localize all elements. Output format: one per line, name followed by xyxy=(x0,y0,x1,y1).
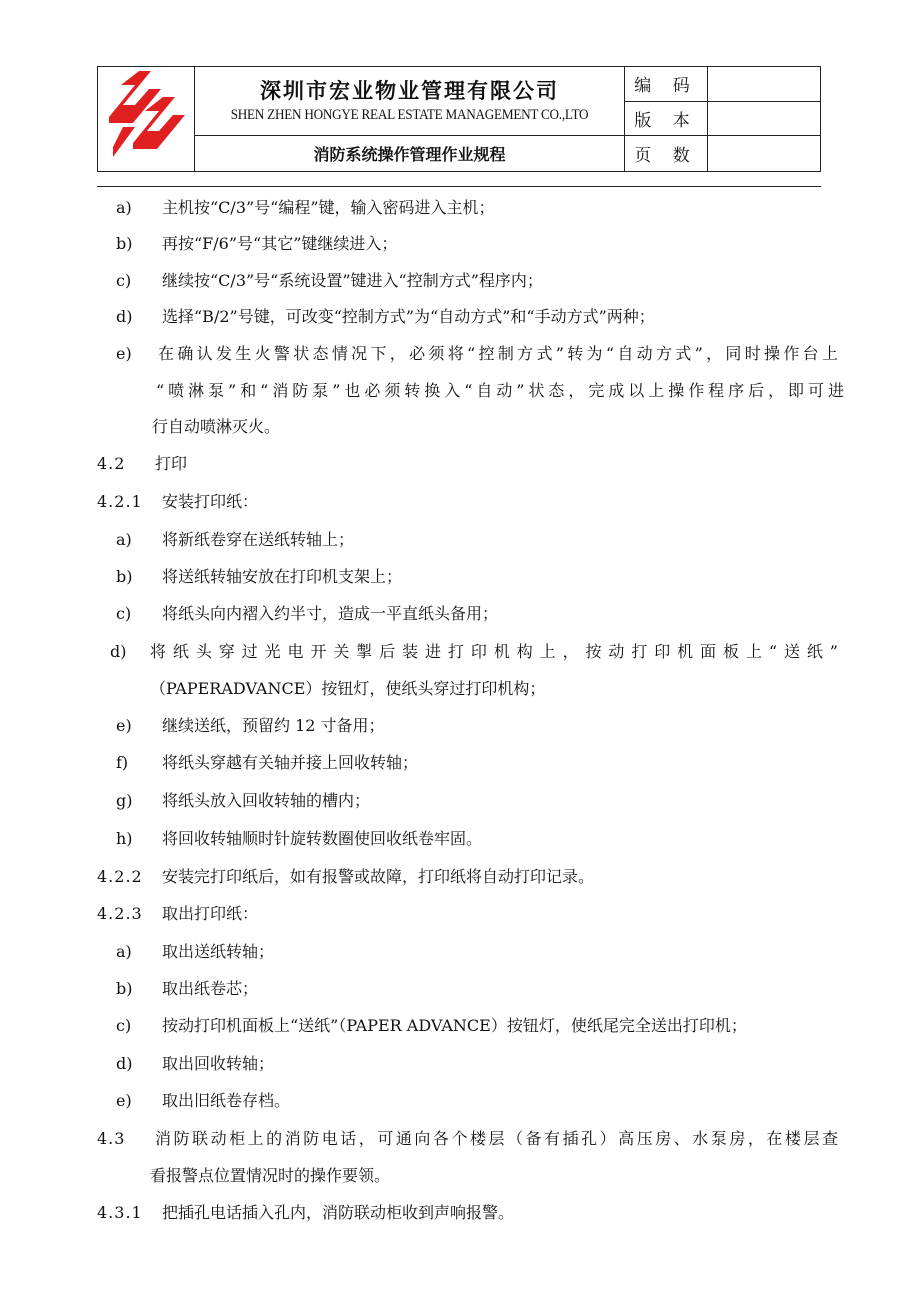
pages-label: 页 数 xyxy=(625,136,708,172)
item-text: 将纸头向内褶入约半寸，造成一平直纸头备用； xyxy=(162,604,499,623)
item-marker: f) xyxy=(116,753,129,772)
item-text-continuation: 看报警点位置情况时的操作要领。 xyxy=(150,1166,391,1185)
item-text: 再按“F/6”号“其它”键继续进入； xyxy=(162,234,398,253)
code-label: 编 码 xyxy=(625,67,708,102)
item-text: 在确认发生火警状态情况下，必须将“控制方式”转为“自动方式”，同时操作台上 xyxy=(158,344,838,363)
item-text: 将纸头穿过光电开关掣后装进打印机构上，按动打印机面板上“送纸” xyxy=(150,642,838,661)
item-marker: b) xyxy=(116,567,133,586)
section-number: 4.3 xyxy=(97,1129,126,1148)
item-text: 主机按“C/3”号“编程”键，输入密码进入主机； xyxy=(162,198,495,217)
item-text: 取出回收转轴； xyxy=(162,1054,275,1073)
item-text: 安装打印纸： xyxy=(162,492,259,511)
version-label: 版 本 xyxy=(625,101,708,136)
item-text-continuation: （PAPERADVANCE）按钮灯，使纸头穿过打印机构； xyxy=(150,679,546,698)
item-text: 打印 xyxy=(155,454,188,473)
item-marker: d) xyxy=(116,307,133,326)
item-text-continuation: “喷淋泵”和“消防泵”也必须转换入“自动”状态，完成以上操作程序后，即可进 xyxy=(156,381,844,400)
company-name-cn: 深圳市宏业物业管理有限公司 xyxy=(260,79,559,103)
item-text: 将纸头穿越有关轴并接上回收转轴； xyxy=(162,753,419,772)
item-marker: e) xyxy=(116,344,132,363)
header-divider xyxy=(97,186,821,187)
item-text: 安装完打印纸后，如有报警或故障，打印纸将自动打印记录。 xyxy=(162,867,595,886)
item-marker: a) xyxy=(116,530,132,549)
item-marker: a) xyxy=(116,198,132,217)
company-logo xyxy=(98,67,195,172)
document-header xyxy=(97,66,821,172)
item-marker: a) xyxy=(116,942,132,961)
item-marker: c) xyxy=(116,271,132,290)
item-marker: b) xyxy=(116,979,133,998)
logo-icon xyxy=(105,67,187,167)
item-marker: d) xyxy=(116,1054,133,1073)
section-number: 4.2.2 xyxy=(97,867,143,886)
item-text: 取出纸卷芯； xyxy=(162,979,259,998)
section-number: 4.2 xyxy=(97,454,126,473)
section-number: 4.2.1 xyxy=(97,492,143,511)
item-marker: e) xyxy=(116,716,132,735)
pages-value xyxy=(708,136,821,172)
item-marker: b) xyxy=(116,234,133,253)
item-text: 将新纸卷穿在送纸转轴上； xyxy=(162,530,355,549)
item-text-continuation: 行自动喷淋灭火。 xyxy=(152,417,281,436)
document-title: 消防系统操作管理作业规程 xyxy=(195,136,625,172)
section-number: 4.2.3 xyxy=(97,904,143,923)
item-marker: c) xyxy=(116,1016,132,1035)
company-name-block xyxy=(195,67,625,136)
item-text: 将纸头放入回收转轴的槽内； xyxy=(162,791,371,810)
item-marker: h) xyxy=(116,829,133,848)
section-number: 4.3.1 xyxy=(97,1203,143,1222)
item-text: 继续送纸，预留约 12 寸备用； xyxy=(162,716,385,735)
version-value xyxy=(708,101,821,136)
item-marker: d) xyxy=(110,642,127,661)
item-text: 按动打印机面板上“送纸”（PAPER ADVANCE）按钮灯，使纸尾完全送出打印机； xyxy=(162,1016,747,1035)
company-name-en: SHEN ZHEN HONGYE REAL ESTATE MANAGEMENT CO.,LTO xyxy=(230,107,589,123)
item-marker: e) xyxy=(116,1091,132,1110)
item-text: 消防联动柜上的消防电话，可通向各个楼层（备有插孔）高压房、水泵房，在楼层查 xyxy=(155,1129,838,1148)
item-marker: g) xyxy=(116,791,133,810)
item-text: 取出旧纸卷存档。 xyxy=(162,1091,291,1110)
item-marker: c) xyxy=(116,604,132,623)
item-text: 选择“B/2”号键，可改变“控制方式”为“自动方式”和“手动方式”两种； xyxy=(162,307,655,326)
item-text: 把插孔电话插入孔内，消防联动柜收到声响报警。 xyxy=(162,1203,515,1222)
item-text: 继续按“C/3”号“系统设置”键进入“控制方式”程序内； xyxy=(162,271,543,290)
code-value xyxy=(708,67,821,102)
item-text: 将送纸转轴安放在打印机支架上； xyxy=(162,567,403,586)
item-text: 取出送纸转轴； xyxy=(162,942,275,961)
item-text: 将回收转轴顺时针旋转数圈使回收纸卷牢固。 xyxy=(162,829,483,848)
item-text: 取出打印纸： xyxy=(162,904,259,923)
